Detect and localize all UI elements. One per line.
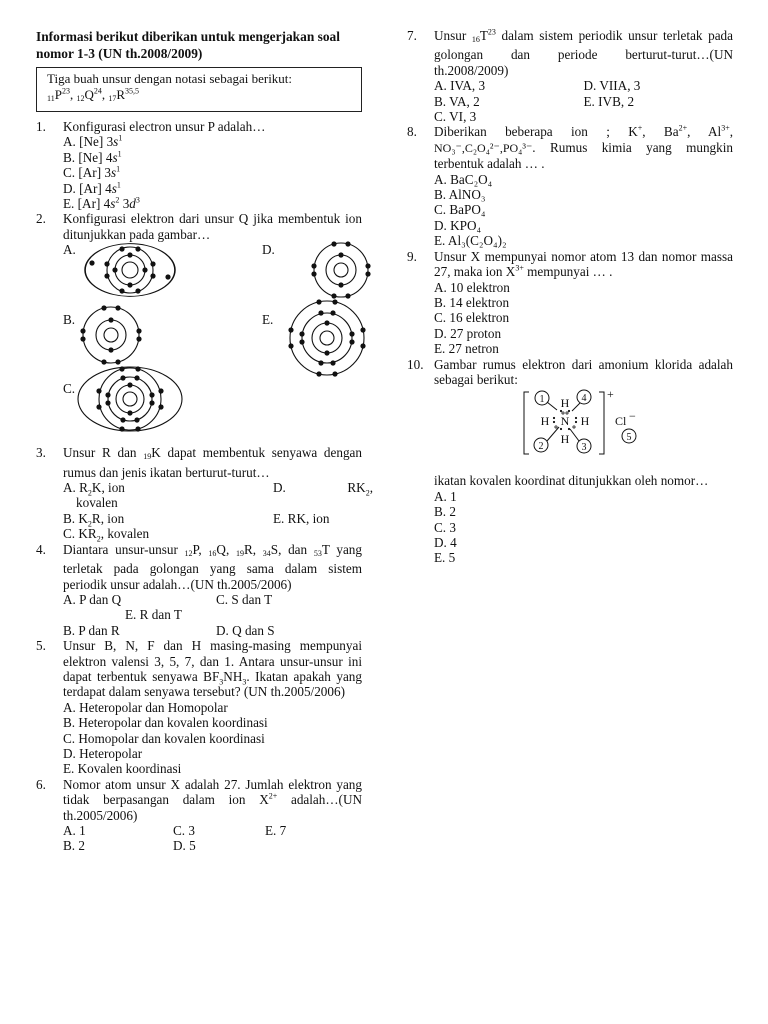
option-d[interactable]: D. VIIA, 3 xyxy=(583,78,641,94)
question-7: 7. Unsur $16T^{23}$ dalam sistem periodik unsur terletak pada golongan dan periode berturut-turut…(UN th.2008/2009) A. IVA, 3 D. VIIA, 3 B. VA, 2 E. IVB, 2 C. VI, 3 xyxy=(407,27,733,125)
option-b[interactable]: B. 14 elektron xyxy=(434,294,510,310)
atom-diagram-b xyxy=(75,302,147,368)
info-box-intro: Tiga buah unsur dengan notasi sebagai berikut: xyxy=(47,71,293,86)
option-c[interactable]: C. [Ar] $3s^1$ xyxy=(63,164,121,181)
option-d[interactable]: D. KPO₄ xyxy=(434,217,482,233)
option-row xyxy=(63,592,362,607)
option-d[interactable]: D. [Ar] $4s^1$ xyxy=(63,180,121,196)
charge-minus: − xyxy=(629,409,636,424)
atom-h-left: H xyxy=(540,414,550,429)
option-e[interactable]: E. R dan T xyxy=(125,607,182,623)
option-c[interactable]: C. 3 xyxy=(173,823,195,838)
question-6: 6. Nomor atom unsur X adalah 27. Jumlah elektron yang tidak berpasangan dalam ion $X^{2+}$ adalah…(UN th.2005/2006) A. 1 C. 3 E. 7 B. 2 D. 5 xyxy=(36,776,362,854)
question-text: Unsur R dan 19K dapat membentuk senyawa dengan rumus dan jenis ikatan berturut-turut… xyxy=(63,445,363,480)
option-e[interactable]: E. Al₃(C₂O₄)₂ xyxy=(434,233,507,249)
option-e[interactable]: E. IVB, 2 xyxy=(583,93,635,109)
option-row xyxy=(63,480,373,498)
left-column xyxy=(36,28,373,854)
option-b[interactable]: B. P dan R xyxy=(63,622,120,638)
question-1: 1. Konfigurasi electron unsur P adalah… A. [Ne] $3s^1$ B. [Ne] $4s^1$ C. [Ar] $3s^1$ D. [Ar] $4s^1$ E. [Ar] $4s^2$ $3d^3$ xyxy=(36,119,362,211)
option-b[interactable]: B. VA, 2 xyxy=(434,93,480,109)
info-box-notation: $11P^{23}$, $12Q^{24}$, $17R^{35,5}$ xyxy=(47,86,139,103)
option-d[interactable]: D. xyxy=(262,242,275,258)
option-c[interactable]: C. 16 elektron xyxy=(434,310,510,326)
option-a[interactable]: A. [Ne] $3s^1$ xyxy=(63,134,123,150)
option-b[interactable]: B. xyxy=(63,312,76,328)
question-9: 9. Unsur X mempunyai nomor atom 13 dan nomor massa 27, maka ion $X^{3+}$ mempunyai … . A. 10 elektron B. 14 elektron C. 16 elektron D. 27 proton E. 27 netron xyxy=(407,248,733,357)
atom-figures xyxy=(63,242,362,435)
right-column xyxy=(407,28,733,566)
option-a[interactable]: A. 10 elektron xyxy=(434,279,510,295)
option-b[interactable]: B. 2 xyxy=(63,838,85,854)
option-e[interactable]: E. xyxy=(262,312,274,328)
question-text-2: ikatan kovalen koordinat ditunjukkan oleh nomor… xyxy=(434,473,709,489)
atom-h-bottom: H xyxy=(560,432,570,447)
option-e[interactable]: E. Kovalen koordinasi xyxy=(63,761,182,777)
option-row xyxy=(63,510,362,529)
option-a[interactable]: A. Heteropolar dan Homopolar xyxy=(63,699,228,715)
electron-diagram xyxy=(407,389,733,461)
option-a-cont: kovalen xyxy=(76,495,118,511)
option-a[interactable]: A. 1 xyxy=(63,823,86,838)
label-4: 4 xyxy=(581,393,587,405)
atom-h-top: H xyxy=(560,396,570,411)
question-text: Gambar rumus elektron dari amonium klorida adalah sebagai berikut: xyxy=(434,356,733,387)
option-e[interactable]: E. 5 xyxy=(434,550,456,566)
option-d[interactable]: D. 27 proton xyxy=(434,325,502,341)
option-a[interactable]: A. 1 xyxy=(434,488,457,504)
question-3: 3. Unsur R dan 19K dapat membentuk senyawa dengan rumus dan jenis ikatan berturut-turut… A. $R_2K$, ion D. $RK_2$, kovalen B. $K_2R$, ion E. RK, ion C. $KR_2$, kovalen xyxy=(36,445,373,544)
option-a[interactable]: A. BaC₂O₄ xyxy=(434,171,493,187)
atom-diagram-c xyxy=(75,365,185,433)
atom-diagram-a xyxy=(75,242,185,298)
option-c[interactable]: C. VI, 3 xyxy=(434,109,477,125)
question-10: 10. Gambar rumus elektron dari amonium klorida adalah sebagai berikut: H H N H H + Cl − 1 4 2 3 5 ikatan kovalen koordinat ditunjukkan oleh nomor… A. 1 B. 2 C. 3 D. 4 E. 5 xyxy=(407,356,733,566)
info-box xyxy=(36,67,362,112)
question-4: 4. Diantara unsur-unsur 12P, 16Q, 19R, 34S, dan 53T yang terletak pada golongan yang sama dalam sistem periodik unsur adalah…(UN th.2005/2006) A. P dan Q C. S dan T E. R dan T B. P dan R D. Q dan S xyxy=(36,541,362,638)
option-c[interactable]: C. BaPO₄ xyxy=(434,202,486,218)
chloride: Cl xyxy=(615,414,627,429)
question-8: 8. Diberikan beberapa ion ; K+, $Ba^{2+}$, $Al^{3+}$, NO₃⁻,C₂O₄²⁻,PO₄³⁻. Rumus kimia yang mungkin terbentuk adalah … . A. BaC₂O₄ B. AlNO₃ C. BaPO₄ D. KPO₄ E. Al₃(C₂O₄)₂ xyxy=(407,124,733,249)
option-e[interactable]: E. [Ar] $4s^2$ $3d^3$ xyxy=(63,195,140,212)
option-b[interactable]: B. $K_2R$, ion xyxy=(63,510,125,529)
option-row xyxy=(63,623,362,638)
label-3: 3 xyxy=(581,442,587,454)
label-2: 2 xyxy=(538,441,544,453)
charge-plus: + xyxy=(607,389,614,402)
option-a[interactable]: A. P dan Q xyxy=(63,591,122,607)
option-b[interactable]: B. [Ne] $4s^1$ xyxy=(63,149,122,165)
question-text: Konfigurasi elektron dari unsur Q jika membentuk ion ditunjukkan pada gambar… xyxy=(63,211,362,242)
option-e[interactable]: E. 7 xyxy=(265,823,287,838)
question-5: 5. Unsur B, N, F dan H masing-masing mempunyai elektron valensi 3, 5, 7, dan 1. Antara unsur-unsur ini dapat terbentuk senyawa $BF_3NH_3$. Ikatan apakah yang terdapat dalam senyawa tersebut? (UN th.2005/2006) A. Heteropolar dan Homopolar B. Heteropolar dan kovalen koordinasi C. Homopolar dan kovalen koordinasi D. Heteropolar E. Kovalen koordinasi xyxy=(36,638,362,777)
question-text: Konfigurasi electron unsur P adalah… xyxy=(63,119,266,134)
option-d[interactable]: D. 4 xyxy=(434,534,457,550)
question-text: Unsur $16T^{23}$ dalam sistem periodik unsur terletak pada golongan dan periode berturut-turut…(UN th.2008/2009) xyxy=(434,27,733,78)
option-e[interactable]: E. RK, ion xyxy=(273,510,330,526)
option-row xyxy=(434,94,733,109)
option-a[interactable]: A. IVA, 3 xyxy=(434,78,486,94)
option-c[interactable]: C. 3 xyxy=(434,519,456,535)
option-d[interactable]: D. $RK_2$, xyxy=(273,480,373,498)
label-1: 1 xyxy=(539,394,545,406)
option-b[interactable]: B. AlNO₃ xyxy=(434,187,486,203)
label-5: 5 xyxy=(626,432,632,444)
question-text: Diberikan beberapa ion ; K+, $Ba^{2+}$, $Al^{3+}$, NO₃⁻,C₂O₄²⁻,PO₄³⁻. Rumus kimia yang mungkin terbentuk adalah … . xyxy=(434,124,733,172)
option-row xyxy=(63,823,362,838)
question-text: Nomor atom unsur X adalah 27. Jumlah elektron yang tidak berpasangan dalam ion $X^{2+}$ adalah…(UN th.2005/2006) xyxy=(63,776,362,823)
question-2: 2. Konfigurasi elektron dari unsur Q jika membentuk ion ditunjukkan pada gambar… A. D. B. E. C. xyxy=(36,211,362,435)
option-b[interactable]: B. Heteropolar dan kovalen koordinasi xyxy=(63,715,268,731)
option-b[interactable]: B. 2 xyxy=(434,504,456,520)
atom-diagram-d xyxy=(310,240,372,300)
option-a[interactable]: A. $R_2K$, ion xyxy=(63,480,125,498)
atom-diagram-e xyxy=(281,298,373,378)
atom-n: N xyxy=(560,414,570,429)
question-text: Unsur B, N, F dan H masing-masing mempunyai elektron valensi 3, 5, 7, dan 1. Antara unsur-unsur ini dapat terbentuk senyawa $BF_3NH_3$. Ikatan apakah yang terdapat dalam senyawa tersebut? (UN th.2005/2006) xyxy=(63,638,362,700)
question-text: Diantara unsur-unsur 12P, 16Q, 19R, 34S, dan 53T yang terletak pada golongan yang sama dalam sistem periodik unsur adalah…(UN th.2005/2006) xyxy=(63,541,362,592)
option-c[interactable]: C. xyxy=(63,381,76,397)
atom-h-right: H xyxy=(580,414,590,429)
question-text: Unsur X mempunyai nomor atom 13 dan nomor massa 27, maka ion $X^{3+}$ mempunyai … . xyxy=(434,248,733,280)
option-row xyxy=(63,838,362,853)
option-c[interactable]: C. S dan T xyxy=(216,591,273,607)
option-d[interactable]: D. 5 xyxy=(173,838,196,854)
option-c[interactable]: C. $KR_2$, kovalen xyxy=(63,526,150,544)
section-header: Informasi berikut diberikan untuk mengerjakan soal nomor 1-3 (UN th.2008/2009) xyxy=(36,29,340,61)
option-e[interactable]: E. 27 netron xyxy=(434,341,499,357)
option-a[interactable]: A. xyxy=(63,242,76,258)
option-d[interactable]: D. Q dan S xyxy=(216,622,275,638)
option-row xyxy=(434,78,733,93)
option-d[interactable]: D. Heteropolar xyxy=(63,745,143,761)
option-c[interactable]: C. Homopolar dan kovalen koordinasi xyxy=(63,730,265,746)
